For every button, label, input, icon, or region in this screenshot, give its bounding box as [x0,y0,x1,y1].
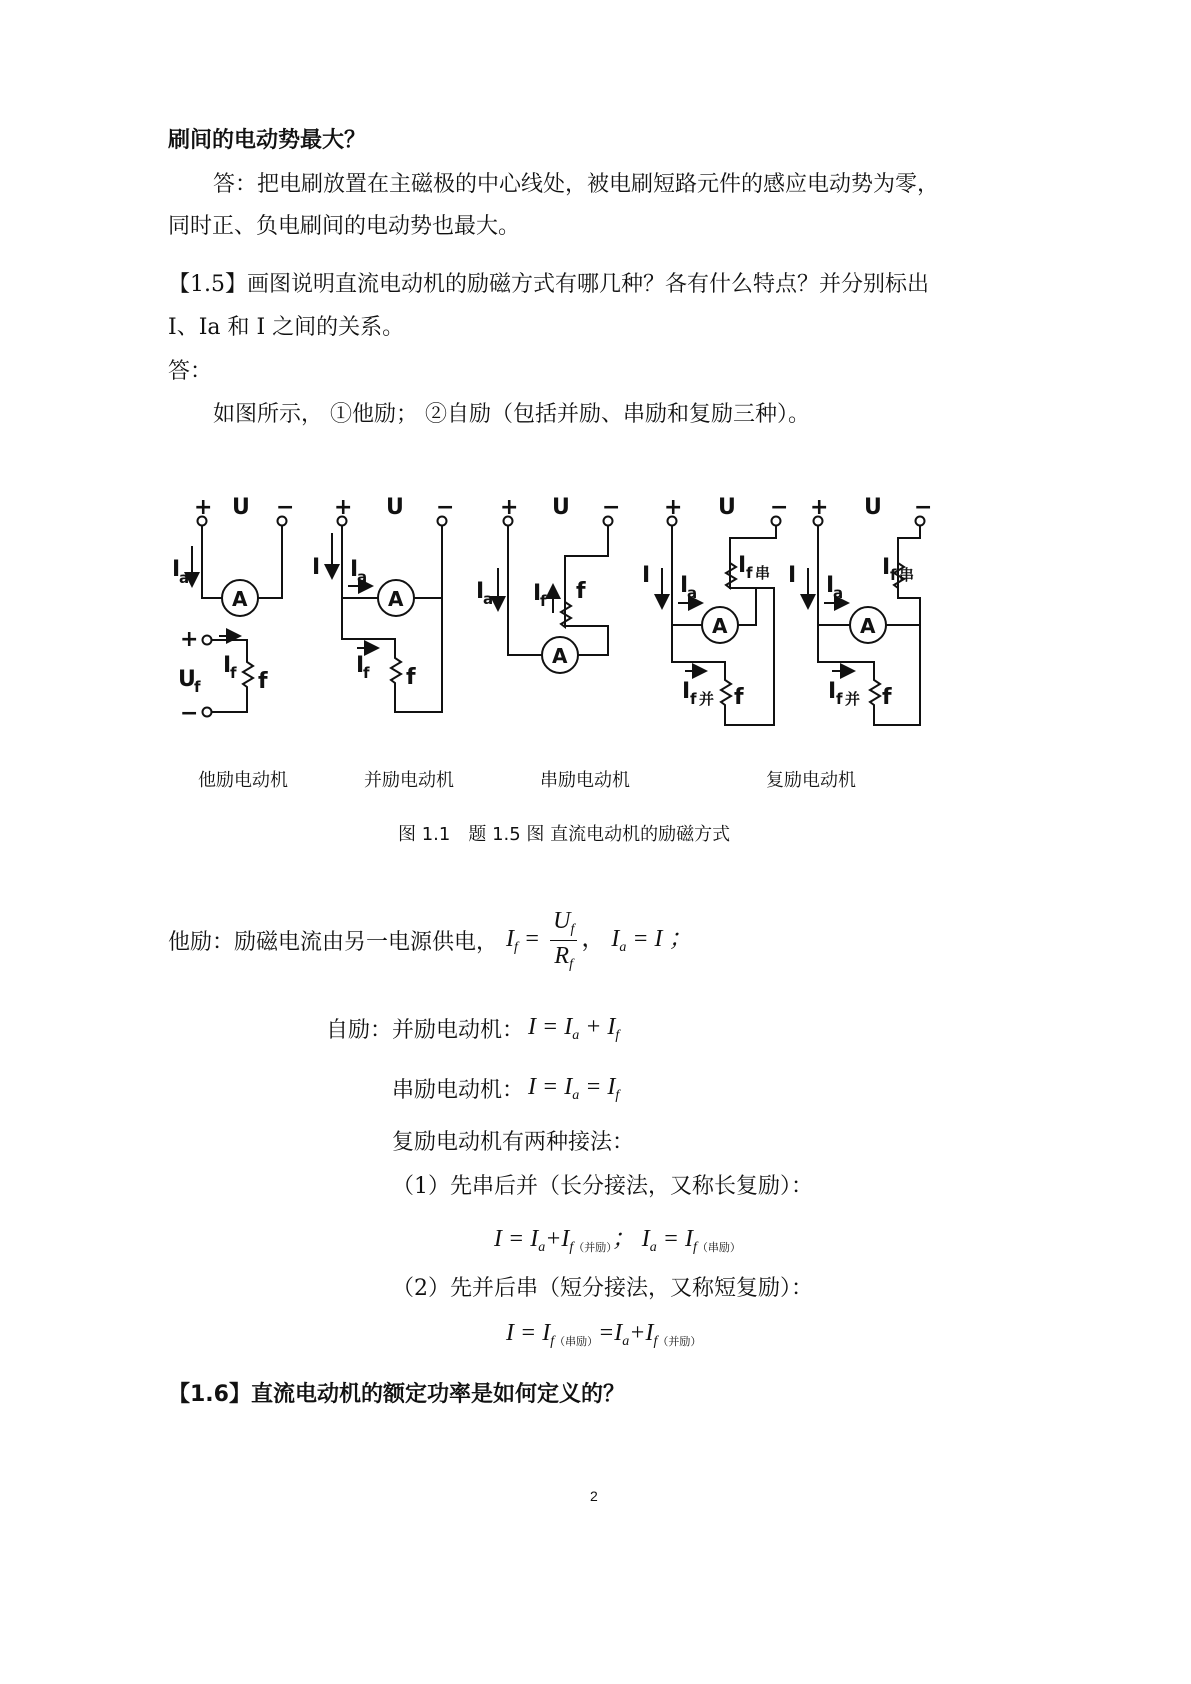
c4-minus: − [770,495,789,520]
c2-ia-i: I [350,557,359,582]
c2-i: I [312,555,321,580]
c5-ia-i: I [826,573,835,598]
answer-line-1: 答：把电刷放置在主磁极的中心线处，被电刷短路元件的感应电动势为零， [213,172,940,197]
separate-excitation-text: 他励：励磁电流由另一电源供电， [168,930,499,955]
c1-uf-sub: f [194,678,201,696]
c2-plus: + [334,495,353,520]
c4-ifs-i: I [738,553,747,578]
page-number: 2 [590,1488,598,1504]
c4-ifb-bing: 并 [699,690,715,708]
c5-i: I [788,563,797,588]
c1-field-f: f [258,669,268,694]
question-1-5-line-2: I、Ia 和 I 之间的关系。 [168,315,405,340]
answer-line-2: 同时正、负电刷间的电动势也最大。 [168,214,521,239]
series-label: 串励电动机： [392,1078,525,1103]
question-1-6-heading: 【1.6】直流电动机的额定功率是如何定义的？ [168,1382,625,1407]
c4-ifs-chuan: 串 [755,564,771,582]
self-excitation-label: 自励：并励电动机： [326,1018,525,1043]
c5-ifs-chuan: 串 [899,566,915,584]
excitation-circuits-figure [150,488,950,748]
section-tail-heading: 刷间的电动势最大？ [168,128,367,153]
c1-minus: − [276,495,295,520]
series-formula: $I = I_a = I_f$ [528,1074,620,1103]
c4-u: U [718,495,736,520]
c1-u: U [232,495,250,520]
short-compound-formula: $I = I_{f(串励)}=I_a+I_{f(并励)}$ [506,1320,702,1349]
c5-ifb-sub: f [836,690,843,708]
figure-caption: 图 1.1 题 1.5 图 直流电动机的励磁方式 [398,824,731,845]
c4-ia-i: I [680,573,689,598]
separate-excitation-formula: $I_f$ = $\frac{U_f}{R_f}$ ， $I_a = I$ ； [506,908,693,972]
c1-ia-sub: a [179,569,190,587]
c2-minus: − [436,495,455,520]
c5-ifb-bing: 并 [845,690,861,708]
c1-armature-a: A [232,587,248,611]
c3-if-sub: f [540,592,547,610]
c2-if-sub: f [363,664,370,682]
c5-field-f: f [882,685,892,710]
shunt-formula: $I = I_a + I_f$ [528,1014,620,1043]
caption-shunt: 并励电动机 [364,770,454,791]
c3-field-f: f [576,579,586,604]
c4-plus: + [664,495,683,520]
c3-ia-sub: a [483,590,494,608]
c4-armature-a: A [712,614,728,638]
c5-armature-a: A [860,614,876,638]
short-compound-text: （2）先并后串（短分接法，又称短复励）： [392,1276,813,1301]
compound-intro: 复励电动机有两种接法： [392,1130,635,1155]
c2-field-f: f [406,665,416,690]
c2-u: U [386,495,404,520]
c5-minus: − [914,495,933,520]
c4-field-f: f [734,685,744,710]
c2-if-i: I [356,653,365,678]
c3-if-i: I [533,581,542,606]
c4-ia-sub: a [687,584,698,602]
c4-ifb-sub: f [690,690,697,708]
c1-if-i: I [223,653,232,678]
c1-uf-minus: − [180,701,199,726]
answer-intro: 如图所示， ①他励； ②自励（包括并励、串励和复励三种）。 [213,402,810,427]
c3-ia-i: I [476,579,485,604]
c5-plus: + [810,495,829,520]
circuit-separately-excited [192,517,287,717]
c5-ifb-i: I [828,679,837,704]
answer-label: 答： [168,359,213,384]
c3-u: U [552,495,570,520]
c1-ia-i: I [172,557,181,582]
c2-armature-a: A [388,587,404,611]
c1-uf-plus: + [180,627,199,652]
c4-ifs-sub: f [746,564,753,582]
c5-ia-sub: a [833,584,844,602]
c1-plus: + [194,495,213,520]
caption-separately-excited: 他励电动机 [198,770,288,791]
c2-ia-sub: a [357,568,368,586]
c4-ifb-i: I [682,679,691,704]
caption-series: 串励电动机 [540,770,630,791]
c5-u: U [864,495,882,520]
c1-uf-u: U [178,667,196,692]
caption-compound: 复励电动机 [766,770,856,791]
c3-plus: + [500,495,519,520]
long-compound-formula: $I = I_a+I_{f(并励)}$； $I_a = I_{f(串励)}$ [494,1226,741,1255]
long-compound-text: （1）先串后并（长分接法，又称长复励）： [392,1174,813,1199]
circuit-shunt [332,517,447,713]
c5-ifs-sub: f [890,566,897,584]
c4-i: I [642,563,651,588]
c1-if-sub: f [230,664,237,682]
c5-ifs-i: I [882,555,891,580]
question-1-5-line-1: 【1.5】画图说明直流电动机的励磁方式有哪几种？各有什么特点？并分别标出 [168,272,929,297]
c3-armature-a: A [552,644,568,668]
c3-minus: − [602,495,621,520]
